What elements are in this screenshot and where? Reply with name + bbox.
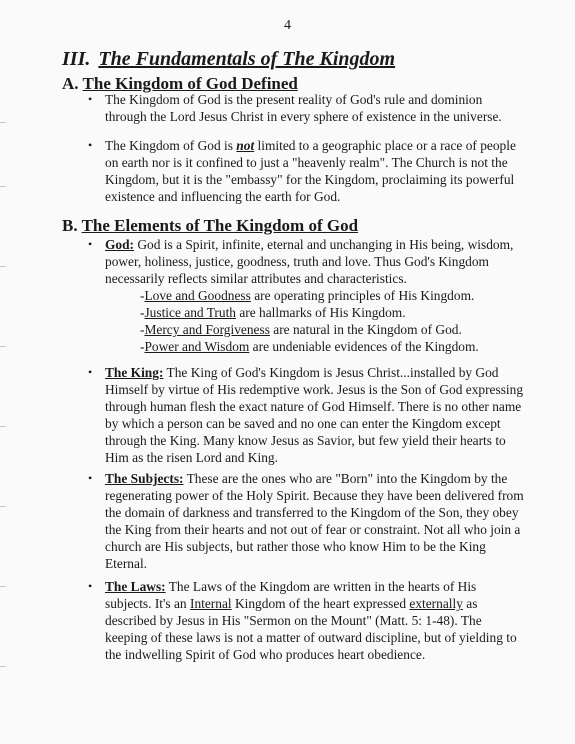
margin-mark [0, 186, 6, 187]
margin-mark [0, 586, 6, 587]
bullet-icon: • [88, 365, 93, 379]
element-text: Kingdom of the heart expressed [231, 596, 410, 611]
definition-bullet-2 [105, 137, 525, 205]
element-text: These are the ones who are "Born" into the Kingdom by the regenerating power of the Holy Spirit. Because they have been delivered from the domain of darkness and transferred to the Kingdom of the Son, they obey the King from their hearts and not out of fear or constraint. Not all who join a church are His subjects, but rather those who know Him to be the King Eternal. [105, 471, 524, 571]
element-lead: God: [105, 237, 135, 252]
element-text: as described by Jesus in His "Sermon on the Mount" (Matt. 5: 1-48). The keeping of these laws is not a matter of outward discipline, but of yielding to the indwelling Spirit of God who produces heart obedience. [105, 596, 517, 662]
bullet-icon: • [88, 92, 93, 106]
section-numeral: III. [62, 48, 91, 70]
section-title [62, 48, 395, 71]
margin-mark [0, 346, 6, 347]
element-laws [105, 578, 525, 663]
element-text: The King of God's Kingdom is Jesus Christ...installed by God Himself by virtue of His redemptive work. Jesus is the Son of God expressing through human flesh the exact nature of God Himself. There is no other name by which a person can be saved and no one can enter the Kingdom except through the King. Many know Jesus as Savior, but few yield their hearts to Him as the risen Lord and King. [105, 365, 524, 465]
section-title-text: The Fundamentals of The Kingdom [98, 48, 396, 70]
bullet-text: limited to a geographic place or a race of people on earth nor is it confined to just a "heavenly realm". The Church is not the Kingdom, but it is the "embassy" for the Kingdom, proclaiming its powerful existence and influencing the earth for God. [105, 138, 516, 204]
attribute-text: are operating principles of His Kingdom. [250, 288, 475, 303]
margin-mark [0, 506, 6, 507]
subheading-text: The Elements of The Kingdom of God [81, 216, 359, 235]
margin-mark [0, 666, 6, 667]
element-text: God is a Spirit, infinite, eternal and unchanging in His being, wisdom, power, holiness, justice, goodness, truth and love. Thus God's Kingdom necessarily reflects similar attributes and characteristics. [105, 237, 514, 286]
attribute-list [105, 287, 525, 355]
margin-mark [0, 426, 6, 427]
attribute-term: Love and Goodness [144, 288, 251, 303]
attribute-text: are hallmarks of His Kingdom. [235, 305, 406, 320]
element-text: The Laws of the Kingdom are written in the hearts of His subjects. It's an [105, 579, 477, 611]
attribute-term: Justice and Truth [144, 305, 236, 320]
attribute-item: -Love and Goodness are operating principles of His Kingdom. [140, 288, 475, 303]
element-lead: The King: [105, 365, 164, 380]
element-lead: The Laws: [105, 579, 166, 594]
bullet-icon: • [88, 237, 93, 251]
attribute-text: are undeniable evidences of the Kingdom. [249, 339, 479, 354]
attribute-item: -Justice and Truth are hallmarks of His Kingdom. [140, 305, 406, 320]
bullet-text: The Kingdom of God is [105, 138, 237, 153]
bullet-icon: • [88, 138, 93, 152]
subheading-letter: B. [62, 216, 78, 235]
attribute-text: are natural in the Kingdom of God. [269, 322, 462, 337]
margin-mark [0, 266, 6, 267]
element-god [105, 236, 525, 355]
internal-term: Internal [189, 596, 232, 611]
bullet-icon: • [88, 471, 93, 485]
element-king [105, 364, 525, 466]
margin-mark [0, 122, 6, 123]
externally-term: externally [409, 596, 463, 611]
attribute-term: Mercy and Forgiveness [144, 322, 270, 337]
attribute-item: -Power and Wisdom are undeniable evidences of the Kingdom. [140, 339, 479, 354]
subheading-text: The Kingdom of God Defined [82, 74, 298, 93]
definition-bullet-1: The Kingdom of God is the present reality of God's rule and dominion through the Lord Jesus Christ in every sphere of existence in the universe. [105, 92, 502, 124]
subheading-letter: A. [62, 74, 79, 93]
attribute-item: -Mercy and Forgiveness are natural in the Kingdom of God. [140, 322, 462, 337]
left-margin-marks [0, 0, 10, 744]
emphasis-text: not [236, 138, 255, 153]
subheading-b [62, 216, 358, 236]
attribute-term: Power and Wisdom [144, 339, 250, 354]
element-subjects [105, 470, 525, 572]
page-number: 4 [284, 18, 291, 33]
element-lead: The Subjects: [105, 471, 184, 486]
bullet-icon: • [88, 579, 93, 593]
